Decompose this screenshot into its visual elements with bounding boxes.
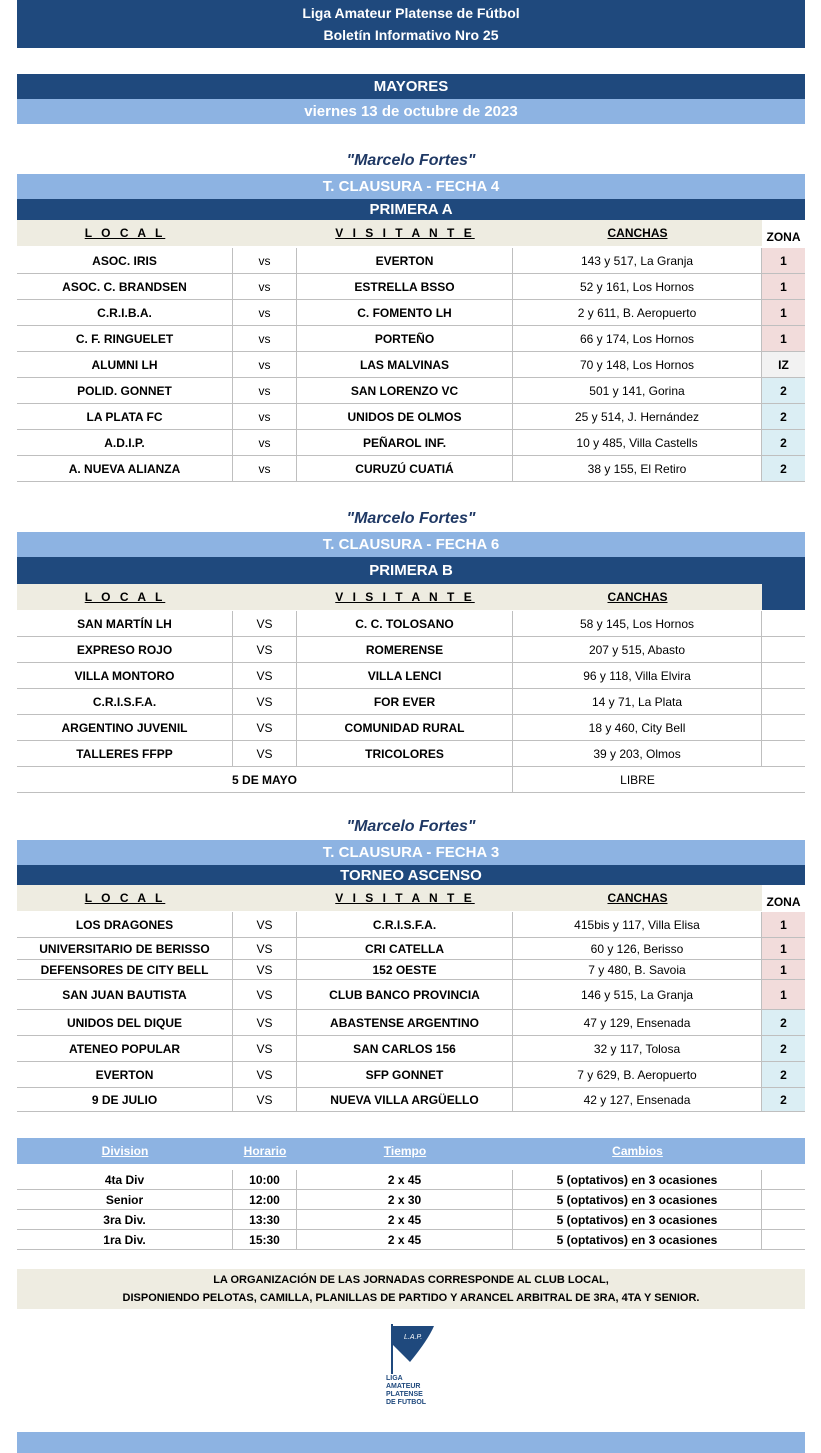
local-header: L O C A L [84, 590, 166, 604]
zona-header: ZONA [766, 230, 801, 244]
visiting-team: CURUZÚ CUATIÁ [297, 456, 513, 481]
section-b-tournament [17, 532, 805, 557]
match-row [17, 1010, 805, 1036]
league-title: Liga Amateur Platense de Fútbol [302, 5, 520, 21]
venue: 47 y 129, Ensenada [513, 1010, 762, 1035]
visiting-team: ABASTENSE ARGENTINO [297, 1010, 513, 1035]
vs-label: vs [233, 352, 297, 377]
match-row [17, 980, 805, 1010]
vs-label: VS [233, 1088, 297, 1111]
match-row [17, 663, 805, 689]
section-b-honor: "Marcelo Fortes" [346, 510, 476, 527]
venue: 18 y 460, City Bell [513, 715, 762, 740]
local-team: C.R.I.S.F.A. [17, 689, 233, 714]
local-team: VILLA MONTORO [17, 663, 233, 688]
local-header: L O C A L [84, 891, 166, 905]
local-team: POLID. GONNET [17, 378, 233, 403]
bulletin-number: Boletín Informativo Nro 25 [323, 27, 499, 43]
match-row [17, 637, 805, 663]
vs-label: VS [233, 611, 297, 636]
match-row [17, 456, 805, 482]
vs-label: vs [233, 404, 297, 429]
footer-bar [17, 1432, 805, 1453]
logo-line: DE FUTBOL [386, 1399, 427, 1406]
local-team: LOS DRAGONES [17, 912, 233, 937]
visiting-team: COMUNIDAD RURAL [297, 715, 513, 740]
date-band [17, 99, 805, 124]
vs-label: vs [233, 300, 297, 325]
venue: 32 y 117, Tolosa [513, 1036, 762, 1061]
vs-label: VS [233, 1010, 297, 1035]
section-a-tournament-label: T. CLAUSURA - FECHA 4 [322, 178, 500, 195]
venue: 60 y 126, Berisso [513, 938, 762, 959]
vs-label: vs [233, 378, 297, 403]
schedule-empty-cell [762, 1210, 805, 1229]
schedule-row [17, 1230, 805, 1250]
match-row [17, 300, 805, 326]
local-team: DEFENSORES DE CITY BELL [17, 960, 233, 979]
zona-cell: 1 [762, 938, 805, 959]
visiting-team: C.R.I.S.F.A. [297, 912, 513, 937]
vs-label: VS [233, 1062, 297, 1087]
schedule-division: 3ra Div. [17, 1210, 233, 1229]
venue: 66 y 174, Los Hornos [513, 326, 762, 351]
local-team: 9 DE JULIO [17, 1088, 233, 1111]
section-a-division-label: PRIMERA A [369, 201, 453, 218]
match-row [17, 741, 805, 767]
zona-cell [762, 689, 805, 714]
venue: 42 y 127, Ensenada [513, 1088, 762, 1111]
section-b-matches [17, 611, 805, 793]
section-b-division [17, 557, 805, 584]
horario-header: Horario [243, 1144, 287, 1158]
vs-label: VS [233, 1036, 297, 1061]
section-c-division [17, 865, 805, 885]
section-a-matches [17, 248, 805, 482]
match-row [17, 689, 805, 715]
match-row [17, 1088, 805, 1112]
match-row [17, 912, 805, 938]
division-header: Division [101, 1144, 149, 1158]
section-b-column-header [17, 584, 762, 610]
match-row [17, 1036, 805, 1062]
local-team: ALUMNI LH [17, 352, 233, 377]
local-team: SAN JUAN BAUTISTA [17, 980, 233, 1009]
logo-flag-text: L.A.P. [404, 1334, 423, 1341]
bye-label: LIBRE [620, 772, 655, 787]
local-team: EVERTON [17, 1062, 233, 1087]
section-c-column-header [17, 885, 762, 911]
visiting-team: UNIDOS DE OLMOS [297, 404, 513, 429]
venue: 70 y 148, Los Hornos [513, 352, 762, 377]
zona-cell: 2 [762, 1036, 805, 1061]
zona-cell [762, 715, 805, 740]
organization-note [17, 1269, 805, 1309]
section-c-honor: "Marcelo Fortes" [346, 818, 476, 835]
visiting-team: SAN CARLOS 156 [297, 1036, 513, 1061]
canchas-header: CANCHAS [607, 226, 668, 240]
vs-label: vs [233, 430, 297, 455]
vs-label: VS [233, 663, 297, 688]
logo-line: LIGA [386, 1375, 403, 1382]
match-row [17, 430, 805, 456]
vs-label: VS [233, 912, 297, 937]
vs-label: VS [233, 960, 297, 979]
schedule-substitutions: 5 (optativos) en 3 ocasiones [513, 1210, 762, 1229]
match-row [17, 274, 805, 300]
vs-label: VS [233, 938, 297, 959]
section-c-matches [17, 912, 805, 1112]
section-a-column-header [17, 220, 762, 246]
tiempo-header: Tiempo [383, 1144, 427, 1158]
venue: 7 y 480, B. Savoia [513, 960, 762, 979]
zona-cell: 1 [762, 274, 805, 299]
visiting-team: ESTRELLA BSSO [297, 274, 513, 299]
schedule-table [17, 1170, 805, 1250]
visitante-header: V I S I T A N T E [335, 590, 475, 604]
visiting-team: TRICOLORES [297, 741, 513, 766]
zona-cell: 1 [762, 300, 805, 325]
schedule-duration: 2 x 45 [297, 1230, 513, 1249]
visiting-team: 152 OESTE [297, 960, 513, 979]
vs-label: VS [233, 715, 297, 740]
zona-cell: 1 [762, 326, 805, 351]
match-row [17, 938, 805, 960]
zona-cell: 1 [762, 248, 805, 273]
venue: 10 y 485, Villa Castells [513, 430, 762, 455]
section-a-honor: "Marcelo Fortes" [346, 152, 476, 169]
venue: 415bis y 117, Villa Elisa [513, 912, 762, 937]
cambios-header: Cambios [612, 1144, 663, 1158]
zona-cell: 1 [762, 960, 805, 979]
local-team: TALLERES FFPP [17, 741, 233, 766]
visiting-team: NUEVA VILLA ARGÜELLO [297, 1088, 513, 1111]
visiting-team: ROMERENSE [297, 637, 513, 662]
zona-header-blank [762, 584, 805, 610]
section-b-tournament-label: T. CLAUSURA - FECHA 6 [322, 536, 500, 553]
local-team: SAN MARTÍN LH [17, 611, 233, 636]
bye-team: 5 DE MAYO [17, 767, 513, 792]
zona-cell [762, 611, 805, 636]
schedule-time: 10:00 [233, 1170, 297, 1189]
visiting-team: SFP GONNET [297, 1062, 513, 1087]
local-team: LA PLATA FC [17, 404, 233, 429]
zona-cell: 2 [762, 430, 805, 455]
visiting-team: CLUB BANCO PROVINCIA [297, 980, 513, 1009]
local-team: UNIDOS DEL DIQUE [17, 1010, 233, 1035]
logo-wordmark [386, 1375, 426, 1407]
local-team: C. F. RINGUELET [17, 326, 233, 351]
local-header: L O C A L [84, 226, 166, 240]
zona-cell [762, 637, 805, 662]
note-line-2: DISPONIENDO PELOTAS, CAMILLA, PLANILLAS DE PARTIDO Y ARANCEL ARBITRAL DE 3RA, 4TA Y SENIOR. [122, 1292, 700, 1304]
logo-line: AMATEUR [386, 1383, 421, 1390]
zona-cell: 1 [762, 912, 805, 937]
schedule-row [17, 1190, 805, 1210]
schedule-header [17, 1138, 805, 1164]
venue: 207 y 515, Abasto [513, 637, 762, 662]
zona-cell: 2 [762, 378, 805, 403]
schedule-row [17, 1210, 805, 1230]
bulletin-header [17, 0, 805, 48]
schedule-duration: 2 x 30 [297, 1190, 513, 1209]
schedule-time: 15:30 [233, 1230, 297, 1249]
vs-label: vs [233, 248, 297, 273]
visiting-team: VILLA LENCI [297, 663, 513, 688]
canchas-header: CANCHAS [607, 590, 668, 604]
visiting-team: LAS MALVINAS [297, 352, 513, 377]
vs-label: vs [233, 274, 297, 299]
section-a-tournament [17, 174, 805, 199]
match-row [17, 352, 805, 378]
match-row [17, 326, 805, 352]
category-title: MAYORES [373, 78, 449, 95]
visiting-team: C. C. TOLOSANO [297, 611, 513, 636]
zona-cell [762, 741, 805, 766]
visiting-team: SAN LORENZO VC [297, 378, 513, 403]
venue: 2 y 611, B. Aeropuerto [513, 300, 762, 325]
venue: 39 y 203, Olmos [513, 741, 762, 766]
match-row [17, 1062, 805, 1088]
venue: 14 y 71, La Plata [513, 689, 762, 714]
vs-label: vs [233, 326, 297, 351]
schedule-empty-cell [762, 1190, 805, 1209]
zona-cell [762, 663, 805, 688]
venue: 96 y 118, Villa Elvira [513, 663, 762, 688]
local-team: ATENEO POPULAR [17, 1036, 233, 1061]
venue: 38 y 155, El Retiro [513, 456, 762, 481]
venue: 58 y 145, Los Hornos [513, 611, 762, 636]
local-team: A. NUEVA ALIANZA [17, 456, 233, 481]
local-team: ASOC. C. BRANDSEN [17, 274, 233, 299]
visitante-header: V I S I T A N T E [335, 226, 475, 240]
venue: 25 y 514, J. Hernández [513, 404, 762, 429]
canchas-header: CANCHAS [607, 891, 668, 905]
visitante-header: V I S I T A N T E [335, 891, 475, 905]
vs-label: vs [233, 456, 297, 481]
vs-label: VS [233, 980, 297, 1009]
local-team: ASOC. IRIS [17, 248, 233, 273]
visiting-team: EVERTON [297, 248, 513, 273]
schedule-substitutions: 5 (optativos) en 3 ocasiones [513, 1190, 762, 1209]
local-team: UNIVERSITARIO DE BERISSO [17, 938, 233, 959]
visiting-team: PEÑAROL INF. [297, 430, 513, 455]
local-team: A.D.I.P. [17, 430, 233, 455]
venue: 143 y 517, La Granja [513, 248, 762, 273]
match-date: viernes 13 de octubre de 2023 [304, 103, 518, 120]
match-row [17, 378, 805, 404]
zona-cell: 2 [762, 1088, 805, 1111]
match-row [17, 715, 805, 741]
visiting-team: FOR EVER [297, 689, 513, 714]
match-row [17, 960, 805, 980]
schedule-row [17, 1170, 805, 1190]
vs-label: VS [233, 741, 297, 766]
schedule-time: 13:30 [233, 1210, 297, 1229]
zona-cell: 2 [762, 456, 805, 481]
schedule-empty-cell [762, 1230, 805, 1249]
schedule-division: 4ta Div [17, 1170, 233, 1189]
zona-cell: 2 [762, 1062, 805, 1087]
match-row [17, 404, 805, 430]
zona-cell: IZ [762, 352, 805, 377]
visiting-team: C. FOMENTO LH [297, 300, 513, 325]
zona-cell: 2 [762, 1010, 805, 1035]
schedule-substitutions: 5 (optativos) en 3 ocasiones [513, 1230, 762, 1249]
zona-cell: 2 [762, 404, 805, 429]
bye-row [17, 767, 805, 793]
local-team: ARGENTINO JUVENIL [17, 715, 233, 740]
venue: 52 y 161, Los Hornos [513, 274, 762, 299]
vs-label: VS [233, 689, 297, 714]
schedule-empty-cell [762, 1170, 805, 1189]
section-a-division [17, 199, 805, 220]
local-team: EXPRESO ROJO [17, 637, 233, 662]
schedule-duration: 2 x 45 [297, 1210, 513, 1229]
section-c-tournament-label: T. CLAUSURA - FECHA 3 [322, 844, 500, 861]
section-c-division-label: TORNEO ASCENSO [340, 866, 482, 884]
local-team: C.R.I.B.A. [17, 300, 233, 325]
category-band [17, 74, 805, 99]
venue: 146 y 515, La Granja [513, 980, 762, 1009]
zona-header: ZONA [766, 895, 801, 909]
zona-cell: 1 [762, 980, 805, 1009]
venue: 7 y 629, B. Aeropuerto [513, 1062, 762, 1087]
schedule-division: 1ra Div. [17, 1230, 233, 1249]
vs-label: VS [233, 637, 297, 662]
section-b-division-label: PRIMERA B [369, 562, 453, 579]
visiting-team: CRI CATELLA [297, 938, 513, 959]
match-row [17, 248, 805, 274]
venue: 501 y 141, Gorina [513, 378, 762, 403]
schedule-substitutions: 5 (optativos) en 3 ocasiones [513, 1170, 762, 1189]
schedule-division: Senior [17, 1190, 233, 1209]
section-c-tournament [17, 840, 805, 865]
note-line-1: LA ORGANIZACIÓN DE LAS JORNADAS CORRESPONDE AL CLUB LOCAL, [213, 1274, 609, 1286]
schedule-duration: 2 x 45 [297, 1170, 513, 1189]
match-row [17, 611, 805, 637]
logo-line: PLATENSE [386, 1391, 423, 1398]
schedule-time: 12:00 [233, 1190, 297, 1209]
visiting-team: PORTEÑO [297, 326, 513, 351]
